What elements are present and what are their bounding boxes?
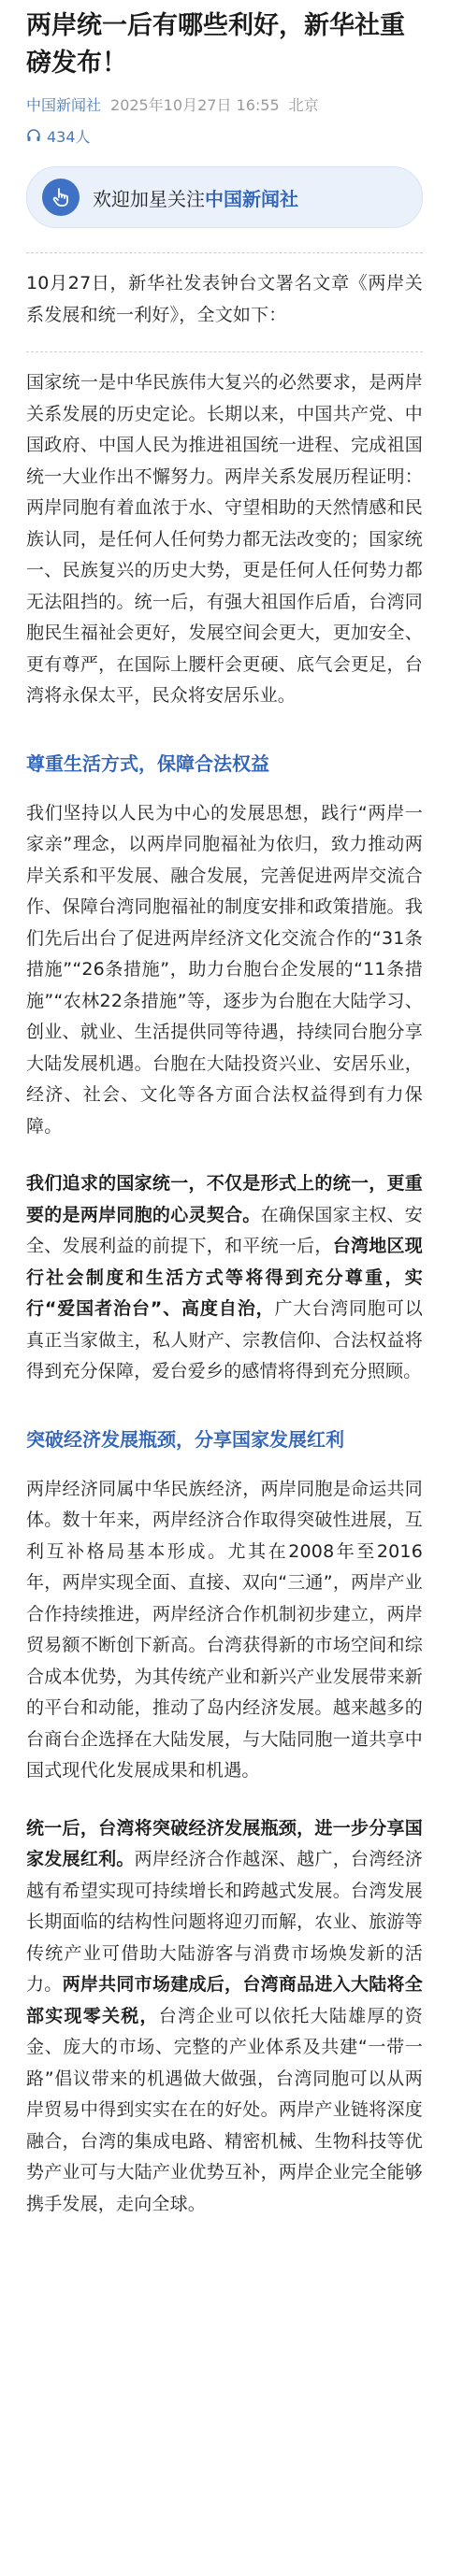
divider: [26, 252, 423, 253]
body-paragraph: 国家统一是中华民族伟大复兴的必然要求，是两岸关系发展的历史定论。长期以来，中国共产党、中国政府、中国人民为推进祖国统一进程、完成祖国统一大业作出不懈努力。两岸关系发展历程证明：两岸同胞有着血浓于水、守望相助的天然情感和民族认同，是任何人任何势力都无法改变的；国家统一、民族复兴的历史大势，更是任何人任何势力都无法阻挡的。统一后，有强大祖国作后盾，台湾同胞民生福祉会更好，发展空间会更大，更加安全、更有尊严，在国际上腰杆会更硬、底气会更足，台湾将永保太平，民众将安居乐业。: [26, 372, 423, 706]
headphones-icon: [26, 128, 41, 143]
article-source[interactable]: 中国新闻社: [26, 96, 102, 114]
body-paragraph: [26, 1813, 423, 2221]
hand-tap-icon: [42, 179, 80, 216]
bold-text: 两岸共同市场建成后，台湾商品进入大陆将全部实现零关税，: [26, 1974, 423, 2026]
banner-prefix: 欢迎加星关注: [93, 187, 205, 210]
body-paragraph: 我们坚持以人民为中心的发展思想，践行“两岸一家亲”理念，以两岸同胞福祉为依归，致力推动两岸关系和平发展、融合发展，完善促进两岸交流合作、保障台湾同胞福祉的制度安排和政策措施。我们先后出台了促进两岸经济文化交流合作的“31条措施”“26条措施”，助力台胞台企发展的“11条措施”“农林22条措施”等，逐步为台胞在大陆学习、创业、就业、生活提供同等待遇，持续同台胞分享大陆发展机遇。台胞在大陆投资兴业、安居乐业，经济、社会、文化等各方面合法权益得到有力保障。: [26, 802, 423, 1137]
body-text: 在确保国家主权、安全、发展利益的前提下，和平统一后，: [26, 1204, 423, 1256]
divider: [26, 351, 423, 352]
follow-banner[interactable]: [26, 166, 423, 228]
body-paragraph: [26, 1168, 423, 1388]
body-text: 两岸经济合作越深、越广，台湾经济越有希望实现可持续增长和跨越式发展。台湾发展长期面临的结构性问题将迎刃而解，农业、旅游等传统产业可借助大陆游客与消费市场焕发新的活力。: [26, 1849, 423, 1995]
section-heading: 突破经济发展瓶颈，分享国家发展红利: [26, 1427, 344, 1451]
banner-text: [93, 184, 298, 211]
article-title: 两岸统一后有哪些利好，新华社重磅发布！: [26, 11, 405, 78]
listen-button[interactable]: [26, 125, 423, 146]
bold-text: 台湾地区现行社会制度和生活方式等将得到充分尊重，实行“爱国者治台”、高度自治，: [26, 1236, 423, 1319]
bold-text: 统一后，台湾将突破经济发展瓶颈，进一步分享国家发展红利。: [26, 1817, 423, 1869]
banner-highlight: 中国新闻社: [205, 187, 298, 210]
body-text: 广大台湾同胞可以真正当家做主，私人财产、宗教信仰、合法权益将得到充分保障，爱台爱乡的感情将得到充分照顾。: [26, 1298, 423, 1381]
article-meta: [26, 95, 423, 116]
listener-count: 434人: [47, 127, 91, 146]
bold-text: 我们追求的国家统一，不仅是形式上的统一，更重要的是两岸同胞的心灵契合。: [26, 1173, 423, 1225]
article-location: 北京: [288, 96, 319, 114]
body-paragraph: 两岸经济同属中华民族经济，两岸同胞是命运共同体。数十年来，两岸经济合作取得突破性进展，互利互补格局基本形成。尤其在2008年至2016年，两岸实现全面、直接、双向“三通”，两岸产业合作持续推进，两岸经济合作机制初步建立，两岸贸易额不断创下新高。台湾获得新的市场空间和综合成本优势，为其传统产业和新兴产业发展带来新的平台和动能，推动了岛内经济发展。越来越多的台商台企选择在大陆发展，与大陆同胞一道共享中国式现代化发展成果和机遇。: [26, 1478, 423, 1781]
section-heading: 尊重生活方式，保障合法权益: [26, 751, 269, 775]
intro-paragraph: 10月27日，新华社发表钟台文署名文章《两岸关系发展和统一利好》，全文如下：: [26, 273, 423, 325]
article-date: 2025年10月27日 16:55: [110, 96, 280, 114]
body-text: 台湾企业可以依托大陆雄厚的资金、庞大的市场、完整的产业体系及共建“一带一路”倡议带来的机遇做大做强，台湾同胞可以从两岸贸易中得到实实在在的好处。两岸产业链将深度融合，台湾的集成电路、精密机械、生物科技等优势产业可与大陆产业优势互补，两岸企业完全能够携手发展，走向全球。: [26, 2005, 423, 2214]
